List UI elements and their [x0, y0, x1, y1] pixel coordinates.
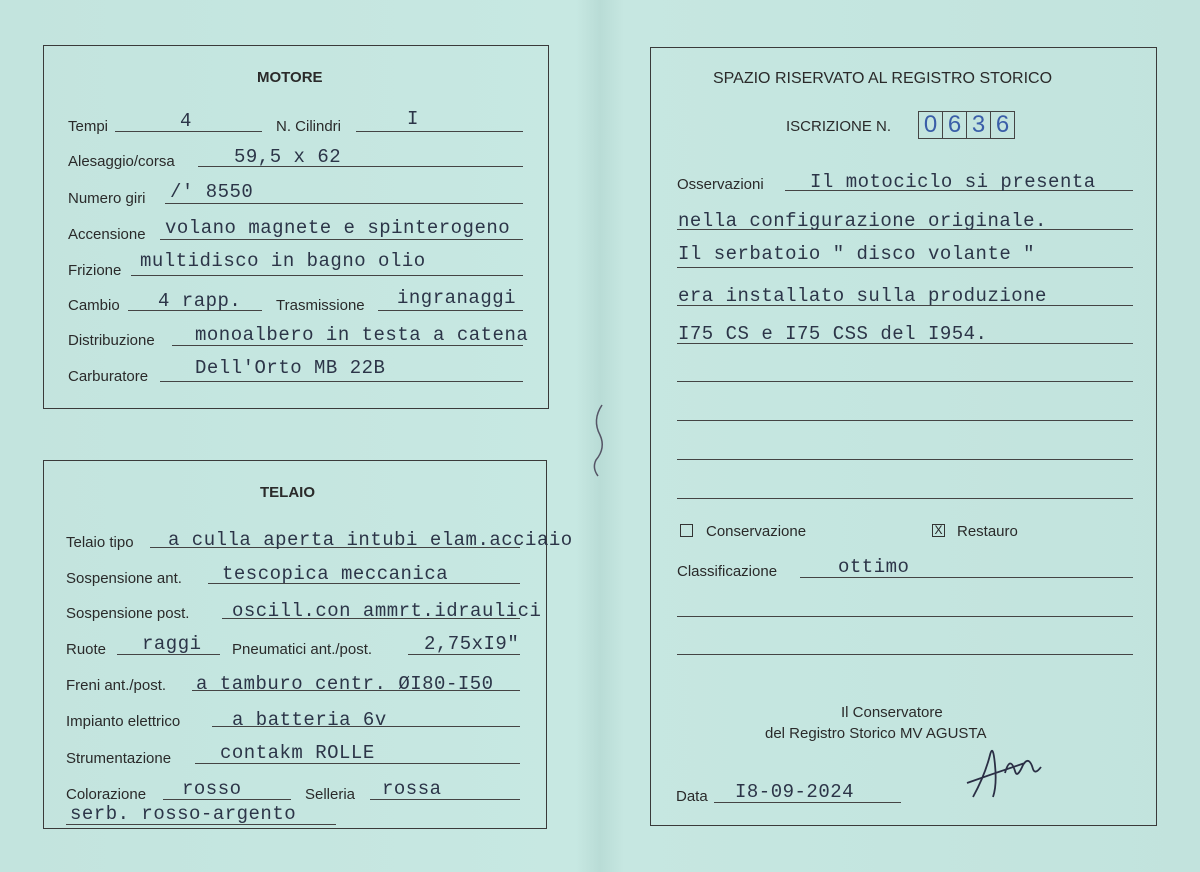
iscrizione-digit: 6	[995, 111, 1010, 138]
frizione-value: multidisco in bagno olio	[140, 250, 426, 272]
data-label: Data	[676, 788, 708, 805]
alesaggio-value: 59,5 x 62	[234, 146, 342, 168]
osservazioni-line-2: nella configurazione originale.	[678, 210, 1047, 232]
data-value: I8-09-2024	[735, 781, 855, 803]
strumentazione-label: Strumentazione	[66, 750, 172, 767]
telaio-title: TELAIO	[260, 484, 315, 501]
cilindri-value: I	[407, 108, 419, 130]
trasmissione-label: Trasmissione	[276, 297, 365, 314]
serbatoio-note: serb. rosso-argento	[70, 803, 297, 825]
tempi-label: Tempi	[68, 118, 109, 135]
ruote-value: raggi	[142, 633, 202, 655]
conservazione-label: Conservazione	[706, 523, 807, 540]
distribuzione-label: Distribuzione	[68, 332, 155, 349]
ruote-label: Ruote	[66, 641, 107, 658]
colorazione-value: rosso	[182, 778, 242, 800]
iscrizione-digit: 3	[967, 112, 991, 138]
osservazioni-label: Osservazioni	[677, 176, 764, 193]
telaio-tipo-label: Telaio tipo	[66, 534, 134, 551]
accensione-label: Accensione	[68, 226, 146, 243]
cilindri-label: N. Cilindri	[276, 118, 342, 135]
distribuzione-value: monoalbero in testa a catena	[195, 324, 529, 346]
sosp-post-label: Sospensione post.	[66, 605, 190, 622]
frizione-label: Frizione	[68, 262, 122, 279]
classificazione-value: ottimo	[838, 556, 910, 578]
tempi-value: 4	[180, 110, 192, 132]
freni-value: a tamburo centr. ØI80-I50	[196, 673, 494, 695]
sosp-ant-label: Sospensione ant.	[66, 570, 182, 587]
carburatore-label: Carburatore	[68, 368, 149, 385]
accensione-value: volano magnete e spinterogeno	[165, 217, 511, 239]
giri-value: /' 8550	[170, 181, 254, 203]
restauro-checkbox[interactable]: X	[932, 524, 945, 537]
colorazione-label: Colorazione	[66, 786, 147, 803]
iscrizione-digit: 6	[943, 112, 967, 138]
strumentazione-value: contakm ROLLE	[220, 742, 375, 764]
restauro-label: Restauro	[957, 523, 1018, 540]
alesaggio-label: Alesaggio/corsa	[68, 153, 175, 170]
giri-label: Numero giri	[68, 190, 146, 207]
classificazione-label: Classificazione	[677, 563, 778, 580]
freni-label: Freni ant./post.	[66, 677, 167, 694]
motore-title: MOTORE	[257, 69, 323, 86]
selleria-label: Selleria	[305, 786, 356, 803]
fold-mark	[590, 400, 610, 480]
impianto-label: Impianto elettrico	[66, 713, 181, 730]
conservatore-line-2: del Registro Storico MV AGUSTA	[765, 725, 987, 742]
registro-title: SPAZIO RISERVATO AL REGISTRO STORICO	[713, 70, 1053, 87]
impianto-value: a batteria 6v	[232, 709, 387, 731]
pneumatici-value: 2,75xI9"	[424, 633, 520, 655]
osservazioni-line-4: era installato sulla produzione	[678, 285, 1047, 307]
conservatore-line-1: Il Conservatore	[841, 704, 943, 721]
sosp-post-value: oscill.con ammrt.idraulici	[232, 600, 542, 622]
telaio-tipo-value: a culla aperta intubi elam.acciaio	[168, 529, 573, 551]
carburatore-value: Dell'Orto MB 22B	[195, 357, 386, 379]
signature	[955, 735, 1065, 805]
iscrizione-number	[918, 111, 1015, 139]
osservazioni-line-5: I75 CS e I75 CSS del I954.	[678, 323, 988, 345]
cambio-label: Cambio	[68, 297, 120, 314]
osservazioni-line-3: Il serbatoio " disco volante "	[678, 243, 1036, 265]
pneumatici-label: Pneumatici ant./post.	[232, 641, 373, 658]
iscrizione-label: ISCRIZIONE N.	[786, 118, 892, 135]
sosp-ant-value: tescopica meccanica	[222, 563, 449, 585]
osservazioni-line-1: Il motociclo si presenta	[810, 171, 1096, 193]
iscrizione-digit: 0	[919, 112, 943, 138]
selleria-value: rossa	[382, 778, 442, 800]
trasmissione-value: ingranaggi	[397, 287, 517, 309]
cambio-value: 4 rapp.	[158, 290, 242, 312]
conservazione-checkbox[interactable]	[680, 524, 693, 537]
